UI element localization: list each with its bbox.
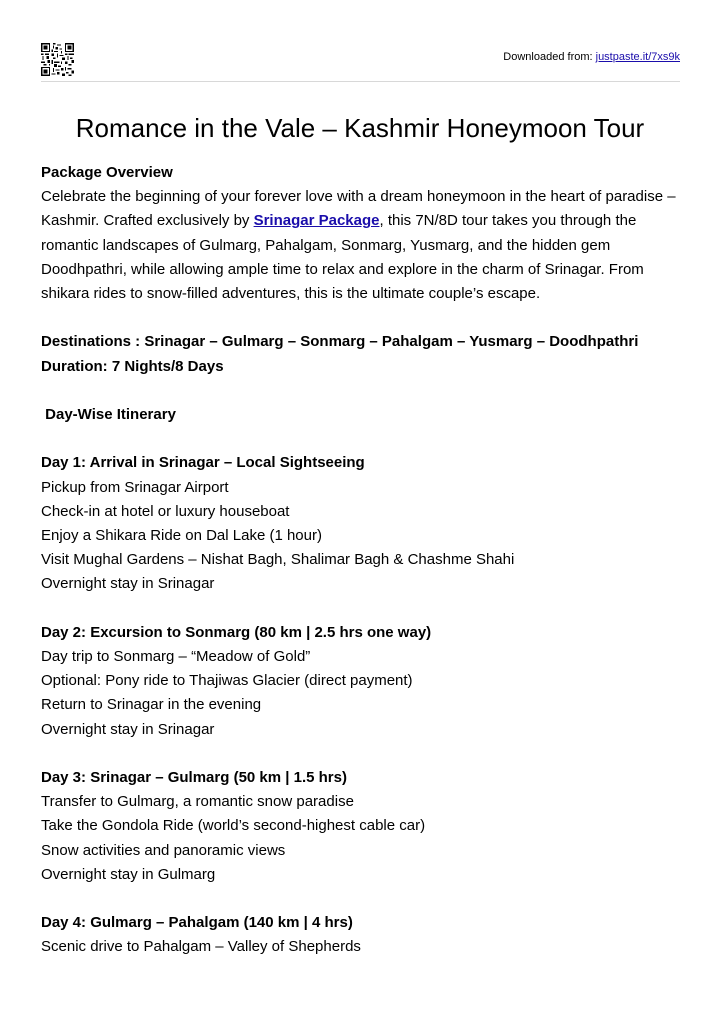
download-source: [503, 51, 680, 63]
spacer: [41, 597, 686, 621]
spacer: [41, 427, 686, 451]
day-2-title: Day 2: Excursion to Sonmarg (80 km | 2.5 hrs one way): [41, 623, 432, 641]
spacer: [41, 379, 686, 403]
overview-paragraph: [41, 185, 686, 306]
header-divider: [41, 81, 680, 82]
qr-code-icon: [41, 43, 74, 76]
day-3-item: Snow activities and panoramic views: [41, 841, 286, 859]
overview-text-2: , this 7N/8D tour takes you through the romantic landscapes of Gulmarg, Pahalgam, Sonmarg, Yusmarg, and the hidden gem Doodhpathri, while allowing ample time to relax and explore in the charm of Srinagar. From shikara rides to snow-filled adventures, this is the ultimate couple’s escape.: [41, 212, 644, 303]
day-1-item: Enjoy a Shikara Ride on Dal Lake (1 hour): [41, 527, 322, 544]
page-header: [41, 43, 680, 81]
day-1-item: Visit Mughal Gardens – Nishat Bagh, Shalimar Bagh & Chashme Shahi: [41, 551, 515, 569]
destinations-line: Destinations : Srinagar – Gulmarg – Sonmarg – Pahalgam – Yusmarg – Doodhpathri: [41, 333, 639, 351]
day-3-item: Overnight stay in Gulmarg: [41, 865, 216, 883]
srinagar-package-link[interactable]: Srinagar Package: [253, 212, 380, 230]
itinerary-heading: Day-Wise Itinerary: [41, 406, 176, 423]
day-1-title: Day 1: Arrival in Srinagar – Local Sightseeing: [41, 454, 365, 472]
spacer: [41, 887, 686, 911]
document-body: [41, 161, 686, 960]
page-title: Romance in the Vale – Kashmir Honeymoon Tour: [75, 113, 645, 143]
download-source-label: Downloaded from:: [503, 51, 596, 63]
day-4-title: Day 4: Gulmarg – Pahalgam (140 km | 4 hrs): [41, 914, 353, 932]
day-1-item: Overnight stay in Srinagar: [41, 575, 215, 593]
day-2-item: Optional: Pony ride to Thajiwas Glacier (direct payment): [41, 672, 413, 690]
spacer: [41, 742, 686, 766]
overview-heading: Package Overview: [41, 164, 173, 181]
day-1-item: Check-in at hotel or luxury houseboat: [41, 502, 290, 520]
day-3-title: Day 3: Srinagar – Gulmarg (50 km | 1.5 hrs): [41, 769, 347, 786]
overview-text-1: Celebrate the beginning of your forever love with a dream honeymoon in the heart of paradise – Kashmir. Crafted exclusively by: [41, 188, 676, 230]
day-1-item: Pickup from Srinagar Airport: [41, 478, 229, 496]
day-2-item: Overnight stay in Srinagar: [41, 720, 215, 738]
duration-line: Duration: 7 Nights/8 Days: [41, 357, 224, 375]
day-3-item: Transfer to Gulmarg, a romantic snow paradise: [41, 793, 354, 811]
day-2-item: Day trip to Sonmarg – “Meadow of Gold”: [41, 648, 311, 665]
day-2-item: Return to Srinagar in the evening: [41, 696, 262, 714]
spacer: [41, 306, 686, 330]
source-link[interactable]: justpaste.it/7xs9k: [595, 51, 680, 63]
day-4-item: Scenic drive to Pahalgam – Valley of Shepherds: [41, 938, 361, 956]
day-3-item: Take the Gondola Ride (world’s second-highest cable car): [41, 817, 426, 835]
